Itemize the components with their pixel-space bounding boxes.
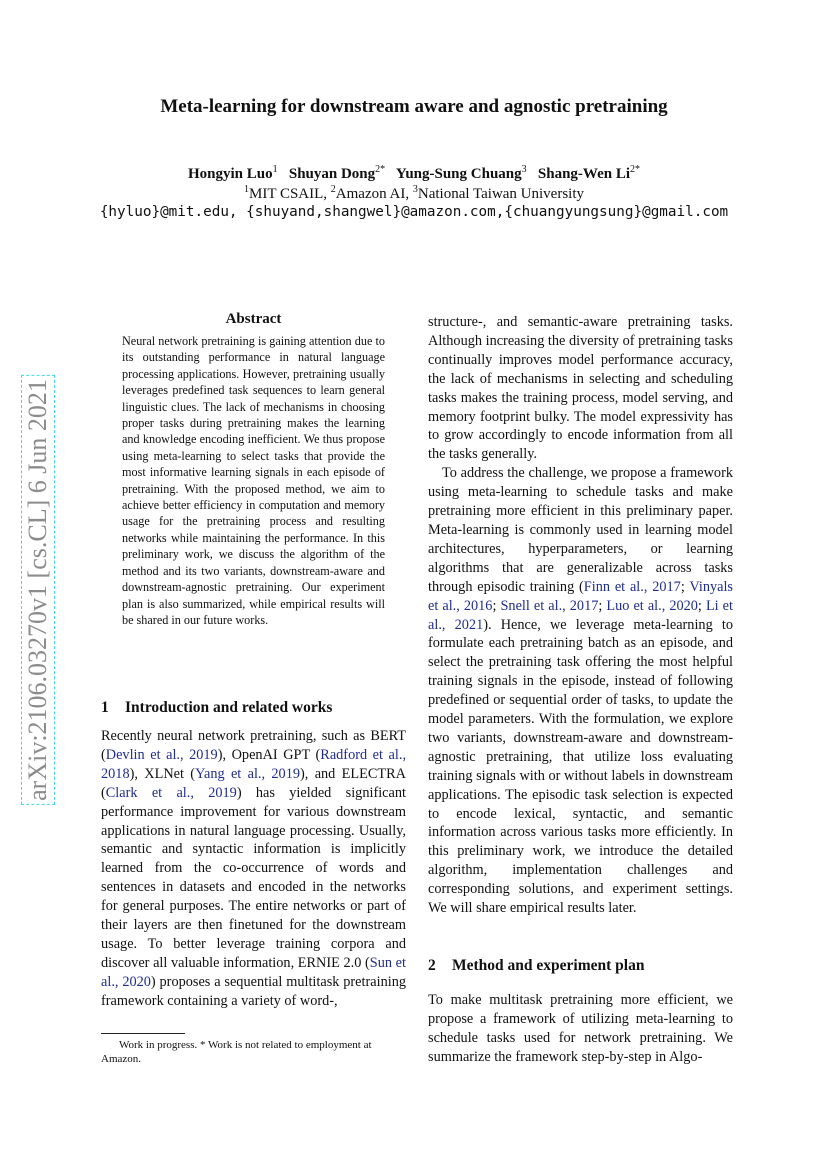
section-2-body: To make multitask pretraining more efficient, we propose a framework of utilizing meta-learning to schedule tasks used for network pretraining. We summarize the framework step-by-step in Algo-	[428, 992, 733, 1065]
text-run: ), and ELECTRA (	[101, 765, 406, 801]
section-1-paragraph-2	[428, 464, 733, 918]
author-list	[0, 164, 828, 183]
abstract-body: Neural network pretraining is gaining attention due to its outstanding performance in natural language processing applications. However, pretraining usually leverages predefined task sequences to learn general linguistic clues. The lack of mechanisms in choosing proper tasks during pretraining makes the learning and knowledge encoding inefficient. We thus propose using meta-learning to select tasks that provide the most informative learning signals in each episode of pretraining. With the proposed method, we aim to achieve better efficiency in computation and memory usage for the pretraining process and resulting networks while maintaining the performance. In this preliminary work, we discuss the algorithm of the method and its two variants, downstream-aware and downstream-agnostic pretraining. Our experiment plan is also summarized, while empirical results will be shared in our future works.	[122, 334, 385, 627]
text-run: Recently neural network pretraining, such as BERT (	[101, 728, 406, 763]
citation-link[interactable]: Yang et al., 2019	[195, 765, 301, 782]
text-run: ;	[598, 597, 607, 614]
text-run: ;	[680, 578, 690, 595]
author-1: Hongyin Luo$^1$	[187, 164, 278, 182]
text-run: ). Hence, we leverage meta-learning to formulate each pretraining batch as an episode, and select the pretraining task offering the most helpful training signals in the episode, instead of following predefined or sequential order of tasks, to update the model parameters. With the formulation, we explore two variants, downstream-aware and downstream-agnostic pretraining, that utilize loss evaluating training signals with or without labels in downstream applications. The episodic task selection is expected to encode lexical, syntactic, and semantic information across various tasks more efficiently. In this preliminary work, we introduce the detailed algorithm, implementation challenges and corresponding solutions, and experiment settings. We will share empirical results later.	[428, 616, 733, 917]
footnote: Work in progress. * Work is not related to employment at Amazon.	[101, 1039, 372, 1065]
citation-link[interactable]: Snell et al., 2017	[500, 597, 599, 614]
author-emails: {hyluo}@mit.edu, {shuyand,shangwel}@amazon.com,{chuangyungsung}@gmail.com	[99, 204, 729, 220]
citation-link[interactable]: Finn et al., 2017	[583, 578, 681, 595]
section-1-paragraph-continued: structure-, and semantic-aware pretraining tasks. Although increasing the diversity of pretraining tasks continually improves model performance accuracy, the lack of mechanisms in selecting and scheduling tasks makes the training process, model serving, and memory footprint bulky. The model expressivity has to grow accordingly to encode information from all the tasks generally.	[428, 314, 733, 463]
text-run: ;	[697, 597, 706, 614]
affiliations: $^1$MIT CSAIL, $^2$Amazon AI, $^3$National Taiwan University	[243, 184, 585, 202]
text-run: ) proposes a sequential multitask pretraining framework containing a variety of word-,	[101, 973, 406, 1009]
citation-link[interactable]: Clark et al., 2019	[105, 784, 237, 801]
footnote-rule	[101, 1033, 185, 1034]
citation-link[interactable]: Devlin et al., 2019	[105, 746, 218, 763]
text-run: ), XLNet (	[129, 765, 196, 782]
citation-link[interactable]: Sun et al., 2020	[101, 954, 407, 990]
arxiv-stamp-text[interactable]: arXiv:2106.03270v1 [cs.CL] 6 Jun 2021	[23, 379, 52, 801]
text-run: ;	[492, 597, 501, 614]
citation-link[interactable]: Li et al., 2021	[428, 597, 733, 633]
text-run: ), OpenAI GPT (	[217, 746, 321, 763]
author-2: Shuyan Dong$^{2*}$	[288, 164, 386, 182]
citation-link[interactable]: Radford et al., 2018	[101, 746, 407, 782]
section-2-heading: 2 Method and experiment plan	[428, 957, 645, 974]
author-3: Yung-Sung Chuang$^3$	[395, 164, 527, 182]
paper-title: Meta-learning for downstream aware and agnostic pretraining	[160, 96, 668, 117]
right-column	[428, 313, 733, 918]
text-run: To address the challenge, we propose a framework using meta-learning to schedule tasks and make pretraining more efficient in this preliminary paper. Meta-learning is commonly used in learning model architectures, hyperparameters, or learning algorithms that are generalizable across tasks through episodic training (	[428, 465, 733, 595]
arxiv-stamp	[18, 350, 58, 830]
section-1-left-column	[101, 727, 406, 1011]
abstract-heading: Abstract	[225, 311, 282, 327]
citation-link[interactable]: Vinyals et al., 2016	[428, 578, 733, 614]
author-4: Shang-Wen $Li^{2*}$	[537, 164, 641, 182]
citation-link[interactable]: Luo et al., 2020	[606, 597, 698, 614]
section-1-heading: 1 Introduction and related works	[101, 699, 333, 716]
text-run: ) has yielded significant performance improvement for various downstream applications in natural language processing. Usually, semantic and syntactic information is implicitly learned from the co-occurrence of words and sentences in datasets and encoded in the networks for general purposes. The entire networks or part of their layers are then finetuned for the downstream usage. To better leverage training corpora and discover all valuable information, ERNIE 2.0 (	[101, 784, 406, 971]
